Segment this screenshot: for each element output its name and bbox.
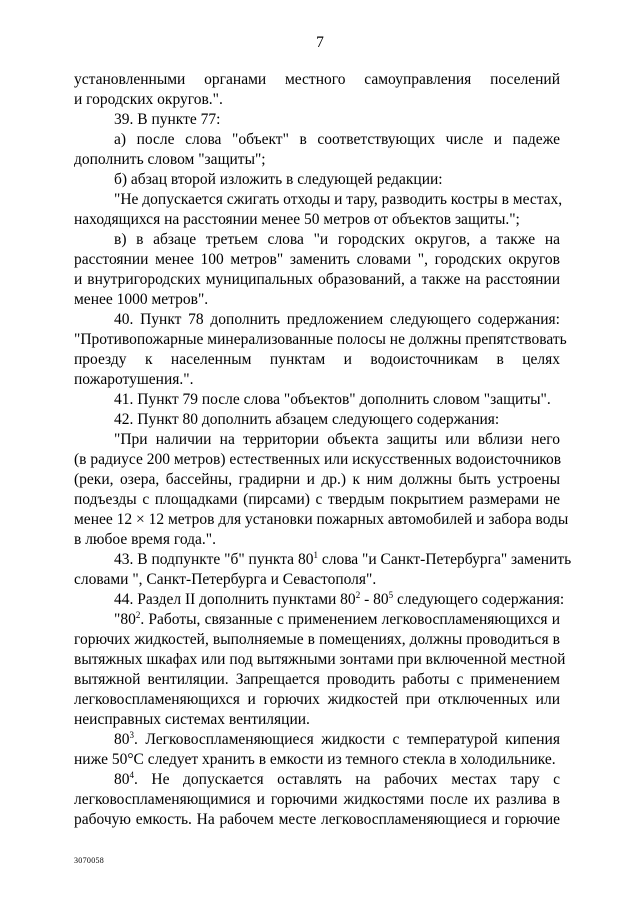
text-run: "При наличии на территории объекта защиты или вблизи него bbox=[114, 431, 560, 448]
text-line bbox=[74, 110, 560, 130]
text-run: менее 12 × 12 метров для установки пожарных автомобилей и забора воды bbox=[74, 511, 569, 528]
text-line bbox=[74, 690, 560, 710]
text-line bbox=[74, 370, 560, 390]
superscript: 3 bbox=[129, 730, 134, 740]
text-run: находящихся на расстоянии менее 50 метров от объектов защиты."; bbox=[74, 211, 520, 228]
text-run: "Противопожарные минерализованные полосы не должны препятствовать bbox=[74, 331, 567, 348]
text-line bbox=[74, 250, 560, 270]
text-run: 44. Раздел II дополнить пунктами 80 bbox=[114, 591, 356, 608]
text-line bbox=[74, 230, 560, 250]
text-run: и городских округов.". bbox=[74, 91, 223, 108]
superscript: 1 bbox=[313, 550, 318, 560]
text-run: менее 1000 метров". bbox=[74, 291, 209, 308]
text-run: . Не допускается оставлять на рабочих местах тару с bbox=[134, 771, 560, 788]
superscript: 2 bbox=[135, 610, 141, 620]
text-line bbox=[74, 70, 560, 90]
text-line bbox=[74, 430, 560, 450]
text-run: дополнить словом "защиты"; bbox=[74, 151, 266, 168]
text-line bbox=[74, 190, 563, 210]
text-line bbox=[74, 350, 560, 370]
text-run: 42. Пункт 80 дополнить абзацем следующего содержания: bbox=[114, 411, 500, 428]
text-line bbox=[74, 790, 560, 810]
text-line bbox=[74, 270, 560, 290]
text-run: следующего содержания: bbox=[393, 591, 565, 608]
text-run: . Легковоспламеняющиеся жидкости с температурой кипения bbox=[134, 731, 560, 748]
text-line bbox=[74, 130, 560, 150]
text-run: "80 bbox=[114, 611, 136, 628]
text-run: в) в абзаце третьем слова "и городских округов, а также на bbox=[114, 231, 560, 248]
text-run: легковоспламеняющихся и горючих жидкостей при отключенных или bbox=[74, 691, 560, 708]
text-line bbox=[74, 150, 560, 170]
text-line bbox=[74, 550, 572, 570]
text-line bbox=[74, 650, 566, 670]
text-line bbox=[74, 730, 560, 750]
text-run: проезду к населенным пунктам и водоисточникам в целях bbox=[74, 351, 560, 368]
text-line bbox=[74, 590, 565, 610]
text-line bbox=[74, 170, 560, 190]
text-line bbox=[74, 530, 560, 550]
text-run: 39. В пункте 77: bbox=[114, 111, 221, 128]
text-run: подъезды с площадками (пирсами) с твердым покрытием размерами не bbox=[74, 491, 560, 508]
text-line bbox=[74, 670, 560, 690]
text-run: б) абзац второй изложить в следующей редакции: bbox=[114, 171, 443, 188]
text-line bbox=[74, 390, 560, 410]
text-run: легковоспламеняющимися и горючими жидкостями после их разлива в bbox=[74, 791, 560, 808]
text-line bbox=[74, 750, 560, 770]
text-line bbox=[74, 330, 567, 350]
text-run: и внутригородских муниципальных образований, а также на расстоянии bbox=[74, 271, 560, 288]
text-line bbox=[74, 570, 560, 590]
text-run: "Не допускается сжигать отходы и тару, разводить костры в местах, bbox=[114, 191, 563, 208]
text-run: рабочую емкость. На рабочем месте легковоспламеняющиеся и горючие bbox=[74, 811, 560, 828]
text-run: . Работы, связанные с применением легковоспламеняющихся и bbox=[140, 611, 560, 628]
text-run: 80 bbox=[114, 731, 130, 748]
text-line bbox=[74, 770, 560, 790]
text-line bbox=[74, 610, 560, 630]
text-run: 43. В подпункте "б" пункта 80 bbox=[114, 551, 314, 568]
text-line bbox=[74, 410, 560, 430]
text-run: словами ", Санкт-Петербурга и Севастополя". bbox=[74, 571, 377, 588]
text-line bbox=[74, 630, 560, 650]
document-code: 3070058 bbox=[74, 856, 105, 865]
text-run: установленными органами местного самоуправления поселений bbox=[74, 71, 560, 88]
document-body bbox=[74, 70, 572, 830]
text-run: вытяжных шкафах или под вытяжными зонтами при включенной местной bbox=[74, 651, 566, 668]
text-line bbox=[74, 450, 560, 470]
text-run: 40. Пункт 78 дополнить предложением следующего содержания: bbox=[114, 311, 560, 328]
text-line bbox=[74, 490, 560, 510]
text-line bbox=[74, 290, 560, 310]
superscript: 4 bbox=[129, 770, 134, 780]
superscript: 5 bbox=[388, 590, 394, 600]
text-run: ниже 50°C следует хранить в емкости из темного стекла в холодильнике. bbox=[74, 751, 556, 768]
text-line bbox=[74, 810, 560, 830]
text-line bbox=[74, 510, 569, 530]
text-run: а) после слова "объект" в соответствующих числе и падеже bbox=[114, 131, 560, 148]
text-run: расстоянии менее 100 метров" заменить словами ", городских округов bbox=[74, 251, 560, 268]
text-run: 80 bbox=[114, 771, 130, 788]
text-line bbox=[74, 210, 560, 230]
text-run: неисправных системах вентиляции. bbox=[74, 711, 310, 728]
text-line bbox=[74, 90, 560, 110]
text-line bbox=[74, 710, 560, 730]
text-run: горючих жидкостей, выполняемые в помещениях, должны проводиться в bbox=[74, 631, 560, 648]
text-run: вытяжной вентиляции. Запрещается проводить работы с применением bbox=[74, 671, 560, 688]
text-run: в любое время года.". bbox=[74, 531, 216, 548]
text-line bbox=[74, 470, 560, 490]
text-run: слова "и Санкт-Петербурга" заменить bbox=[317, 551, 572, 568]
text-run: (в радиусе 200 метров) естественных или искусственных водоисточников bbox=[74, 451, 562, 468]
superscript: 2 bbox=[355, 590, 361, 600]
text-run: - 80 bbox=[360, 591, 389, 608]
text-run: пожаротушения.". bbox=[74, 371, 194, 388]
text-run: (реки, озера, бассейны, градирни и др.) к ним должны быть устроены bbox=[74, 471, 560, 488]
text-run: 41. Пункт 79 после слова "объектов" дополнить словом "защиты". bbox=[114, 391, 551, 408]
page-number: 7 bbox=[316, 34, 324, 51]
text-line bbox=[74, 310, 560, 330]
